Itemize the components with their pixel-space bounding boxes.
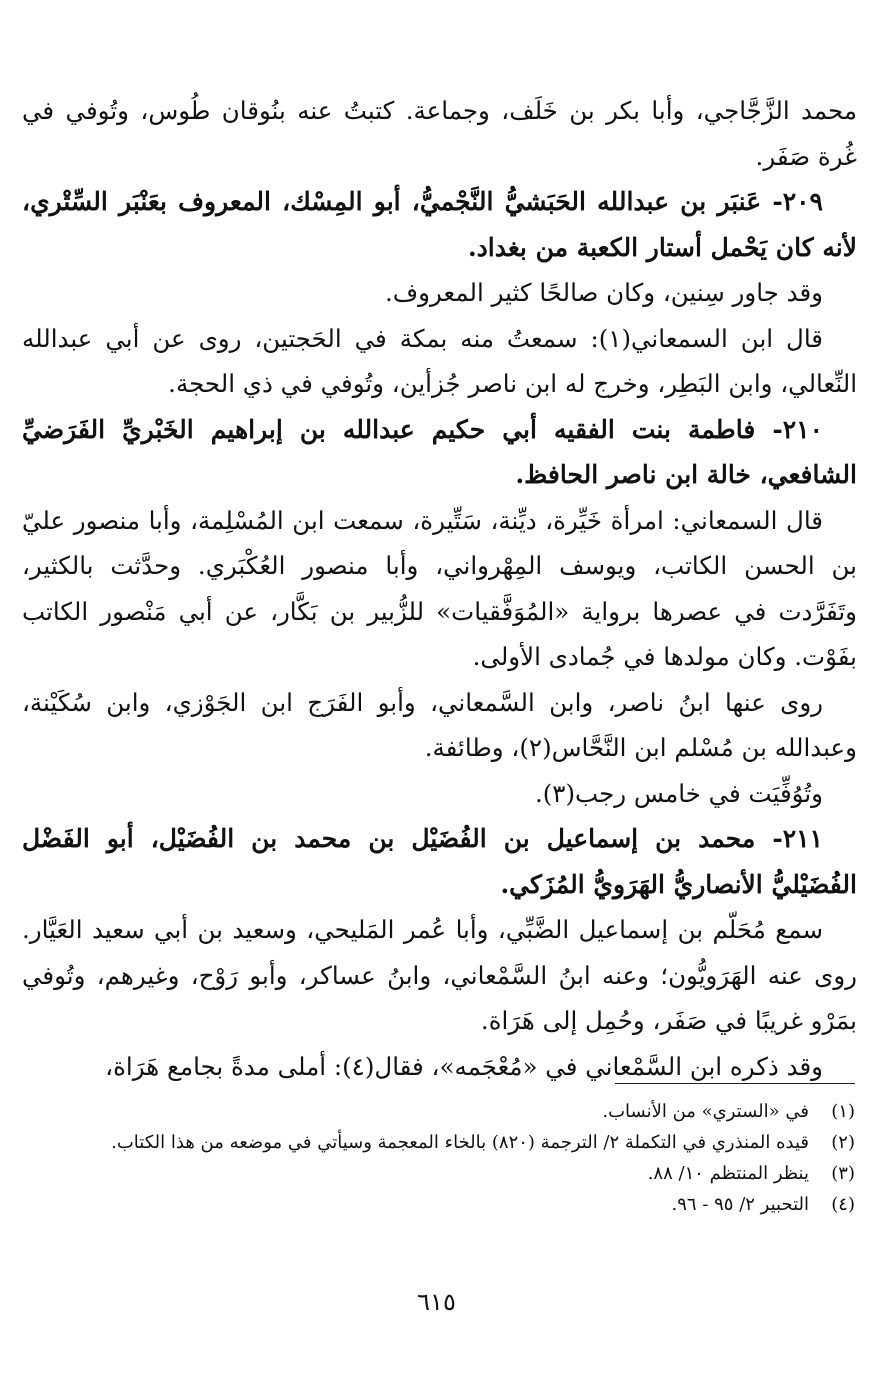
entry-heading-211: ٢١١- محمد بن إسماعيل بن الفُضَيْل بن محمد بن الفُضَيْل، أبو الفَضْل الفُضَيْليُّ الأنصاريُّ الهَرَويُّ المُزَكي. bbox=[22, 824, 857, 899]
footnote-number: (٣) bbox=[831, 1163, 855, 1184]
footnote-separator bbox=[615, 1083, 855, 1084]
main-text bbox=[22, 88, 857, 1089]
footnote-1 bbox=[26, 1096, 855, 1127]
paragraph: وقد ذكره ابن السَّمْعاني في «مُعْجَمه»، فقال(٤): أملى مدةً بجامع هَرَاة، bbox=[105, 1051, 823, 1081]
entry-heading-209: ٢٠٩- عَنبَر بن عبدالله الحَبَشيُّ النَّجْميُّ، أبو المِسْك، المعروف بعَنْبَر السِّتْري، لأنه كان يَحْمل أستار الكعبة من بغداد. bbox=[22, 187, 857, 262]
footnote-text: قيده المنذري في التكملة ٢/ الترجمة (٨٢٠) بالخاء المعجمة وسيأتي في موضعه من هذا الكتاب. bbox=[111, 1132, 809, 1153]
entry-heading-210: ٢١٠- فاطمة بنت الفقيه أبي حكيم عبدالله بن إبراهيم الخَبْريِّ الفَرَضيِّ الشافعي، خالة ابن ناصر الحافظ. bbox=[22, 414, 857, 489]
paragraph: وتُوُفِّيَت في خامس رجب(٣). bbox=[534, 778, 823, 808]
footnote-text: ينظر المنتظم ١٠/ ٨٨. bbox=[647, 1163, 809, 1184]
page-number: ٦١٥ bbox=[417, 1288, 456, 1316]
footnote-number: (٤) bbox=[831, 1194, 855, 1215]
footnote-number: (٢) bbox=[831, 1132, 855, 1153]
footnote-2 bbox=[26, 1127, 855, 1158]
footnote-text: في «الستري» من الأنساب. bbox=[602, 1101, 809, 1122]
paragraph-continuation: محمد الزَّجَّاجي، وأبا بكر بن خَلَف، وجماعة. كتبتُ عنه بنُوقان طُوس، وتُوفي في غُرة صَفَر. bbox=[22, 96, 857, 171]
footnote-4 bbox=[26, 1189, 855, 1220]
paragraph: سمع مُحَلّم بن إسماعيل الضَّبِّي، وأبا عُمر المَليحي، وسعيد بن أبي سعيد العَيَّار. روى عنه الهَرَويُّون؛ وعنه ابنُ السَّمْعاني، وابنُ عساكر، وأبو رَوْح، وغيرهم، وتُوفي بمَرْو غريبًا في صَفَر، وحُمِل إلى هَرَاة. bbox=[22, 915, 857, 1035]
footnote-number: (١) bbox=[831, 1101, 855, 1122]
paragraph: قال ابن السمعاني(١): سمعتُ منه بمكة في الحَجتين، روى عن أبي عبدالله النِّعالي، وابن البَطِر، وخرج له ابن ناصر جُزأين، وتُوفي في ذي الحجة. bbox=[22, 323, 857, 398]
footnote-text: التحبير ٢/ ٩٥ - ٩٦. bbox=[671, 1194, 809, 1215]
paragraph: روى عنها ابنُ ناصر، وابن السَّمعاني، وأبو الفَرَج ابن الجَوْزي، وابن سُكَيْنة، وعبدالله بن مُسْلم ابن النَّحَّاس(٢)، وطائفة. bbox=[22, 687, 857, 762]
footnotes bbox=[26, 1096, 855, 1220]
footnote-3 bbox=[26, 1158, 855, 1189]
paragraph: قال السمعاني: امرأة خَيِّرة، ديِّنة، سَتِّيرة، سمعت ابن المُسْلِمة، وأبا منصور عليّ بن الحسن الكاتب، ويوسف المِهْرواني، وأبا منصور العُكْبَري. وحدَّثت بالكثير، وتَفَرَّدت في عصرها برواية «المُوَفَّقيات» للزُّبير بن بَكَّار، عن أبي مَنْصور الكاتب بفَوْت. وكان مولدها في جُمادى الأولى. bbox=[22, 505, 857, 671]
paragraph: وقد جاور سِنين، وكان صالحًا كثير المعروف. bbox=[385, 278, 823, 307]
